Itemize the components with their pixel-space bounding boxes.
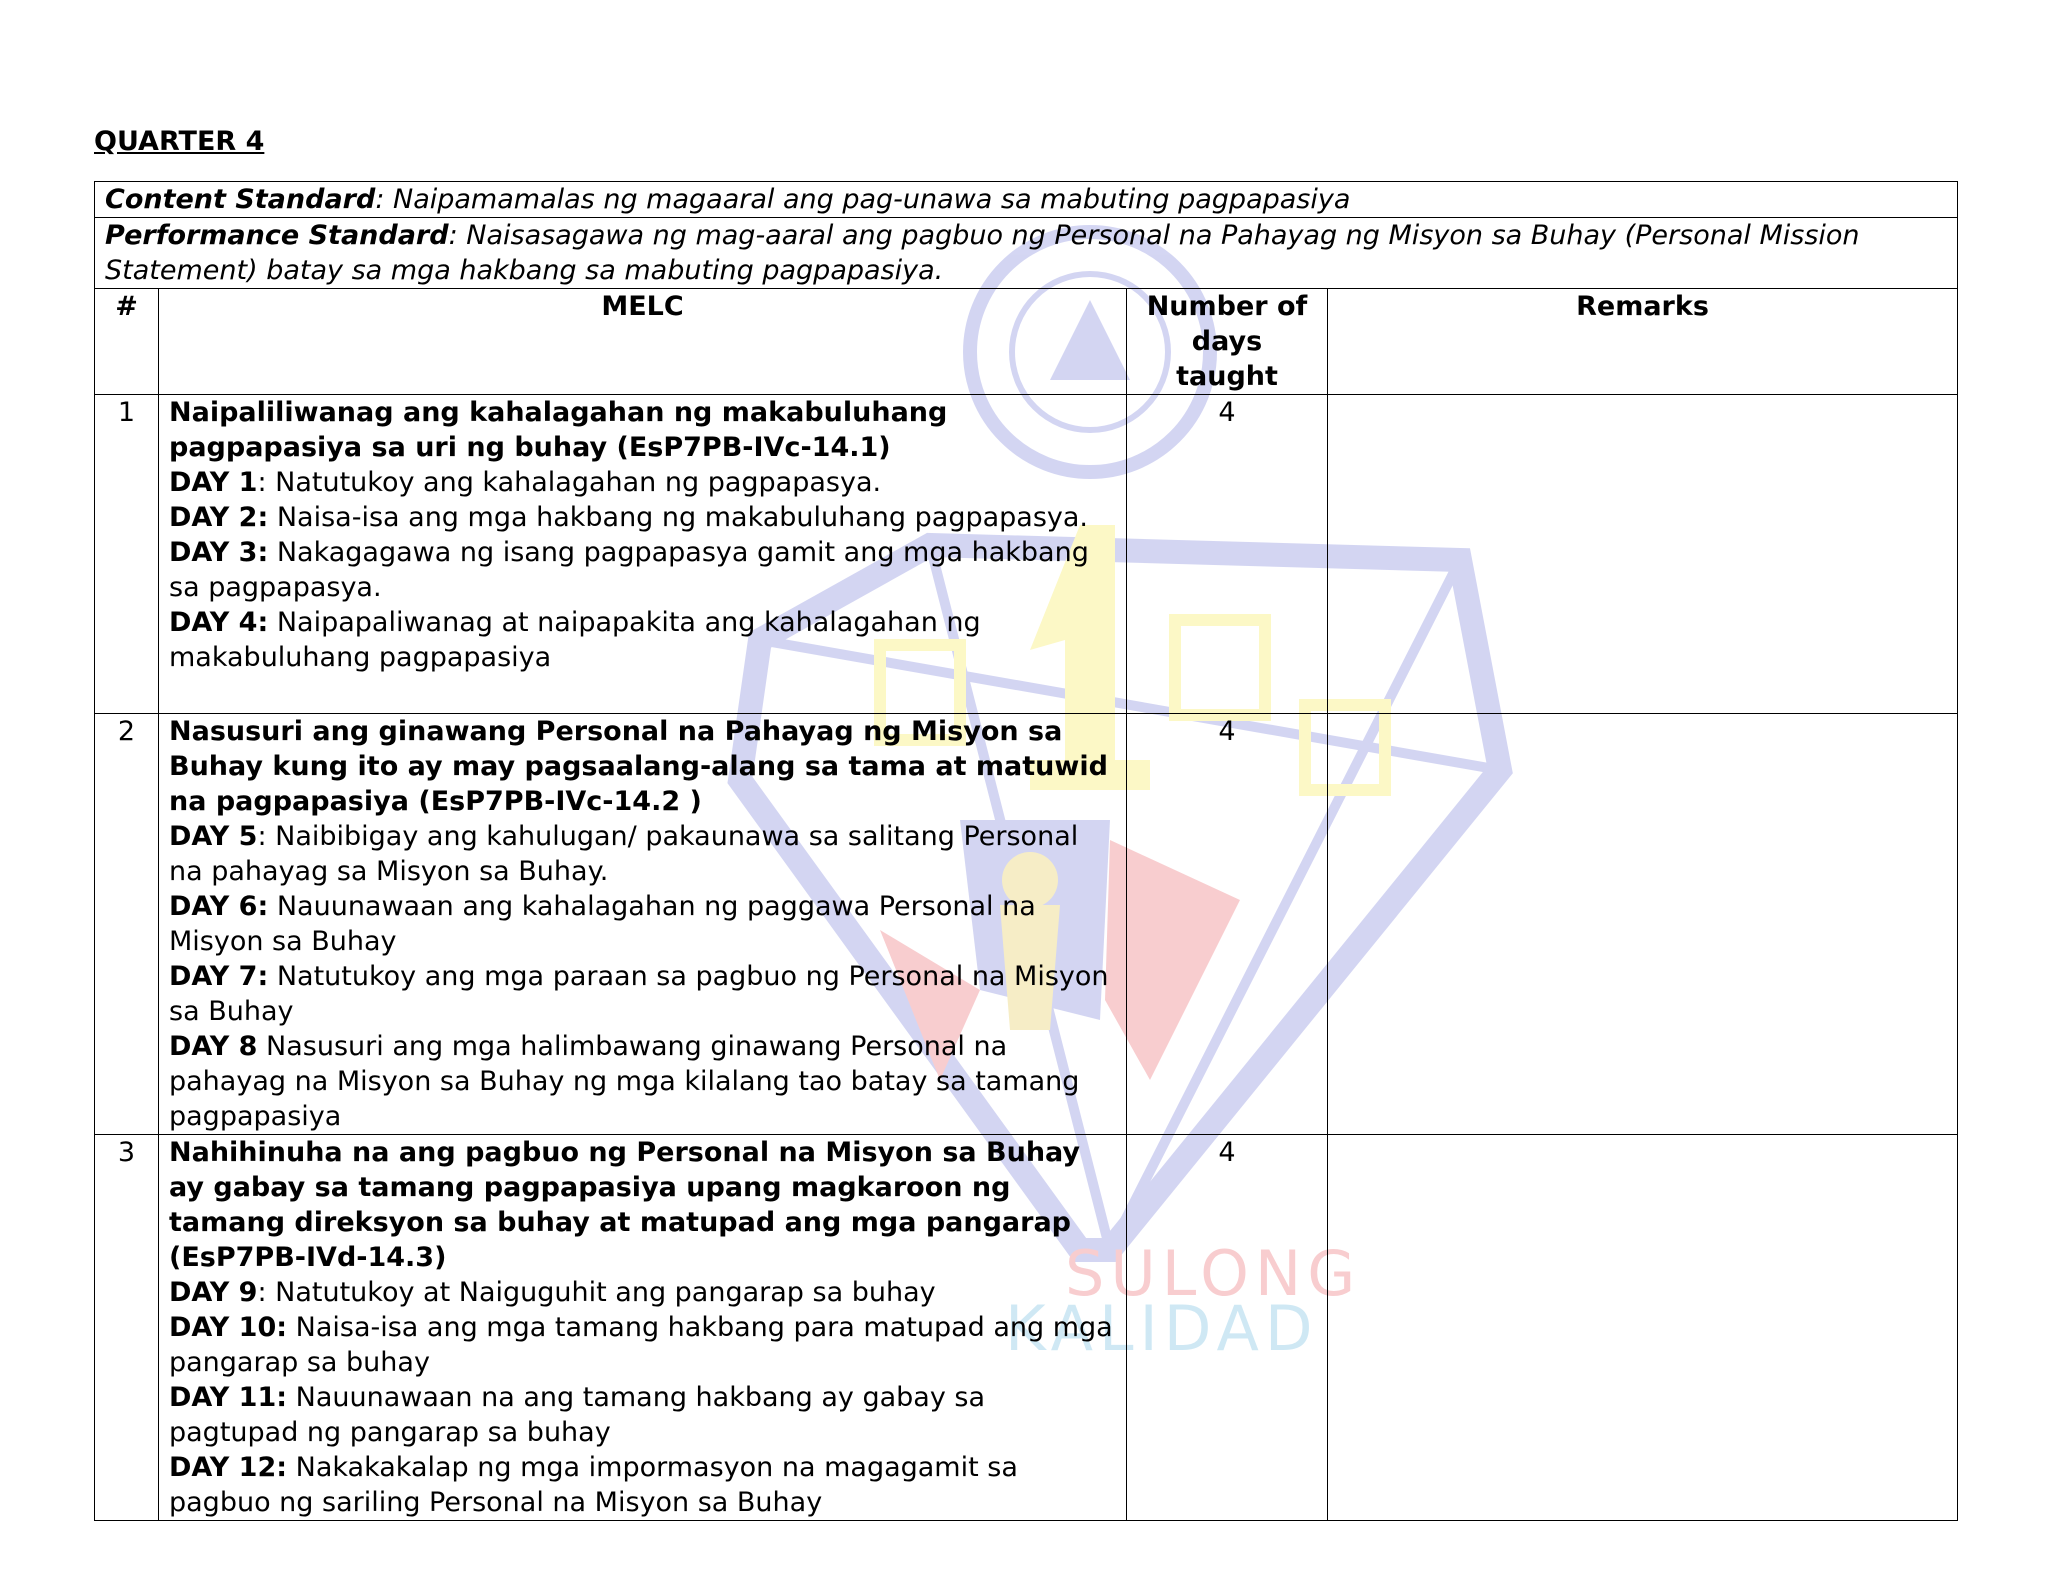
day-label: DAY 8 [169, 1031, 258, 1062]
header-days-taught: Number of days taught [1127, 289, 1328, 395]
day-text: Nauunawaan ang kahalagahan ng paggawa Personal na Misyon sa Buhay [169, 891, 1036, 957]
day-text: Nakagagawa ng isang pagpapasya gamit ang mga hakbang sa pagpapasya. [169, 537, 1089, 603]
watermark-sulong-text: SULONG [1065, 1237, 1362, 1310]
day-label: DAY 11: [169, 1382, 288, 1413]
header-number: # [95, 289, 159, 395]
day-label: DAY 5 [169, 821, 258, 852]
watermark-kalidad-text: KALIDAD [1005, 1292, 1319, 1365]
performance-standard-label: Performance Standard [105, 220, 449, 251]
day-text: Naisa-isa ang mga tamang hakbang para matupad ang mga pangarap sa buhay [169, 1312, 1113, 1378]
day-text: : Naibibigay ang kahulugan/ pakaunawa sa salitang Personal na pahayag sa Misyon sa Buhay. [169, 821, 1079, 887]
day-line [169, 500, 1116, 535]
day-text: Nauunawaan na ang tamang hakbang ay gabay sa pagtupad ng pangarap sa buhay [169, 1382, 986, 1448]
day-line [169, 1275, 1116, 1310]
performance-standard-text: : Naisasagawa ng mag-aaral ang pagbuo ng Personal na Pahayag ng Misyon sa Buhay (Personal Mission Statement) batay sa mga hakbang sa mabuting pagpapasiya. [105, 220, 1860, 286]
header-remarks: Remarks [1328, 289, 1958, 395]
content-standard-label: Content Standard [105, 184, 376, 215]
performance-standard-row [95, 218, 1958, 289]
melc-cell [159, 395, 1127, 714]
day-line [169, 465, 1116, 500]
melc-title: Nahihinuha na ang pagbuo ng Personal na Misyon sa Buhay ay gabay sa tamang pagpapasiya upang magkaroon ng tamang direksyon sa buhay at matupad ang mga pangarap (EsP7PB-IVd-14.3) [169, 1137, 1081, 1273]
day-line [169, 605, 1116, 675]
day-label: DAY 7: [169, 961, 269, 992]
table-row [95, 395, 1958, 714]
row-number: 2 [95, 714, 159, 1135]
page-title: QUARTER 4 [94, 126, 265, 157]
content-standard-text: : Naipamamalas ng magaaral ang pag-unawa sa mabuting pagpapasiya [375, 184, 1351, 215]
day-label: DAY 10: [169, 1312, 288, 1343]
days-taught-cell: 4 [1127, 714, 1328, 1135]
content-standard-cell [95, 182, 1958, 218]
melc-title: Nasusuri ang ginawang Personal na Pahayag ng Misyon sa Buhay kung ito ay may pagsaalang-alang sa tama at matuwid na pagpapasiya (EsP7PB-IVc-14.2 ) [169, 716, 1108, 817]
melc-cell [159, 1135, 1127, 1521]
remarks-cell [1328, 395, 1958, 714]
table-row [95, 1135, 1958, 1521]
day-text: Natutukoy ang mga paraan sa pagbuo ng Personal na Misyon sa Buhay [169, 961, 1109, 1027]
melc-cell [159, 714, 1127, 1135]
day-line [169, 535, 1116, 605]
day-line [169, 1380, 1116, 1450]
header-row [95, 289, 1958, 395]
day-line [169, 819, 1116, 889]
day-line [169, 1310, 1116, 1380]
day-label: DAY 12: [169, 1452, 288, 1483]
day-text: : Natutukoy ang kahalagahan ng pagpapasya. [257, 467, 882, 498]
melc-title: Naipaliliwanag ang kahalagahan ng makabuluhang pagpapasiya sa uri ng buhay (EsP7PB-IVc-14.1) [169, 397, 948, 463]
day-label: DAY 2: [169, 502, 269, 533]
day-text: Naisa-isa ang mga hakbang ng makabuluhang pagpapasya. [268, 502, 1089, 533]
day-line [169, 889, 1116, 959]
day-label: DAY 9 [169, 1277, 258, 1308]
day-line [169, 959, 1116, 1029]
days-taught-cell: 4 [1127, 1135, 1328, 1521]
remarks-cell [1328, 714, 1958, 1135]
day-label: DAY 3: [169, 537, 269, 568]
remarks-cell [1328, 1135, 1958, 1521]
days-taught-cell: 4 [1127, 395, 1328, 714]
day-text: : Natutukoy at Naiguguhit ang pangarap sa buhay [257, 1277, 936, 1308]
day-text: Naipapaliwanag at naipapakita ang kahalagahan ng makabuluhang pagpapasiya [169, 607, 981, 673]
performance-standard-cell [95, 218, 1958, 289]
day-label: DAY 6: [169, 891, 269, 922]
day-line [169, 1029, 1116, 1134]
day-line [169, 1450, 1116, 1520]
day-text: Nakakakalap ng mga impormasyon na magagamit sa pagbuo ng sariling Personal na Misyon sa Buhay [169, 1452, 1018, 1518]
row-number: 3 [95, 1135, 159, 1521]
table-row [95, 714, 1958, 1135]
header-melc: MELC [159, 289, 1127, 395]
content-standard-row [95, 182, 1958, 218]
day-text: Nasusuri ang mga halimbawang ginawang Personal na pahayag na Misyon sa Buhay ng mga kilalang tao batay sa tamang pagpapasiya [169, 1031, 1080, 1132]
row-number: 1 [95, 395, 159, 714]
day-label: DAY 1 [169, 467, 258, 498]
day-label: DAY 4: [169, 607, 269, 638]
melc-table [94, 181, 1958, 1521]
